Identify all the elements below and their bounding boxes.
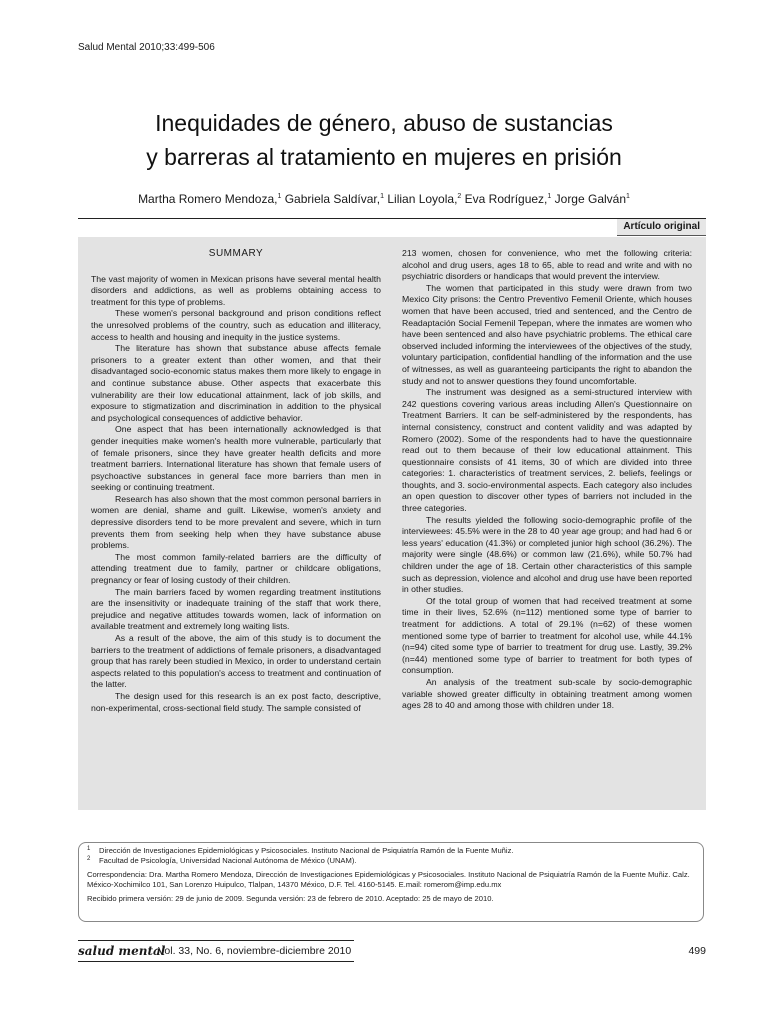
summary-box bbox=[78, 237, 706, 810]
affiliation-text: Facultad de Psicología, Universidad Nacional Autónoma de México (UNAM). bbox=[99, 856, 357, 865]
affiliation-mark: 1 bbox=[547, 193, 552, 200]
author: Gabriela Saldívar,$^1$ bbox=[284, 192, 385, 206]
summary-column-right bbox=[402, 248, 692, 712]
summary-paragraph: The design used for this research is an ex post facto, descriptive, non-experimental, cross-sectional field study. The sample consisted of bbox=[91, 690, 381, 713]
summary-paragraph: The results yielded the following socio-demographic profile of the interviewees: 45.5% were in the 28 to 40 year age group; and had had 6 or less years' education (41.3%) or completed junior high school (36.2%). The majority were single (48.6%) or common law (21.6%), while 50.7% had children under the age of 18. Certain other characteristics of this sample such as depression, violence and alcohol and drug use have been reported in other studies. bbox=[402, 514, 692, 595]
received-dates: Recibido primera versión: 29 de junio de 2009. Segunda versión: 23 de febrero de 2010. Aceptado: 25 de mayo de 2010. bbox=[87, 894, 494, 903]
footnote-box bbox=[78, 842, 704, 922]
author: Martha Romero Mendoza,$^1$ bbox=[138, 192, 282, 206]
summary-paragraph: One aspect that has been internationally acknowledged is that gender inequities make women's health more vulnerable, particularly that of female prisoners, since they have greater health deficits and more treatment barriers. International literature has shown that female users of psychoactive substances in general face more barriers than men in seeking or continuing treatment. bbox=[91, 424, 381, 493]
title-line-2: y barreras al tratamiento en mujeres en prisión bbox=[146, 144, 622, 170]
summary-paragraph: Research has also shown that the most common personal barriers in women are denial, shame and guilt. Likewise, women's anxiety and depressive disorders tend to be more prevalent and severe, which in turn prevents them from seeking help when they have substance abuse problems. bbox=[91, 493, 381, 551]
page-number: 499 bbox=[688, 945, 706, 957]
summary-paragraph: Of the total group of women that had received treatment at some time in their lives, 52.6% (n=112) mentioned some type of barrier to treatment for addictions. A total of 29.1% (n=62) of these women mentioned some type of barrier to treatment for alcohol use, while 44.1% (n=94) cited some type of barrier to treatment for drug use. Lastly, 39.2% (n=44) mentioned some type of barrier to treatment for both types of consumption. bbox=[402, 595, 692, 676]
affiliation-note bbox=[79, 856, 703, 866]
affiliation-mark: 1 bbox=[626, 193, 630, 200]
author-list bbox=[60, 192, 708, 206]
article-type-badge: Artículo original bbox=[617, 219, 706, 236]
summary-heading: SUMMARY bbox=[208, 248, 264, 259]
summary-column-left bbox=[91, 248, 381, 714]
journal-logo: salud mental bbox=[78, 944, 166, 958]
affiliation-mark: 2 bbox=[457, 193, 462, 200]
author: Eva Rodríguez,$^1$ bbox=[464, 192, 552, 206]
summary-paragraph: The women that participated in this study were drawn from two Mexico City prisons: the Centro Preventivo Femenil Oriente, which houses women that have been accused, tried and sentenced, and the Centro de Readaptación Social Femenil Tepepan, where the inmates are women who have been sentenced and also have psychiatric problems. The ethical care observed included informing the interviewees of the objectives of the study, voluntary participation, confidential handling of the information and the use of witnesses, as well as guaranteeing participants the right to abandon the study and not to answer questions they found uncomfortable. bbox=[402, 282, 692, 386]
header-rule bbox=[78, 218, 706, 219]
affiliation-mark: 1 bbox=[87, 846, 91, 852]
volume-info: Vol. 33, No. 6, noviembre-diciembre 2010 bbox=[158, 945, 352, 957]
author: Lilian Loyola,$^2$ bbox=[387, 192, 462, 206]
summary-paragraph: These women's personal background and prison conditions reflect the unresolved problems of the country, such as education and illiteracy, access to health and housing and inequity in the justice systems. bbox=[91, 308, 381, 342]
summary-paragraph: The instrument was designed as a semi-structured interview with 242 questions covering various areas including Allen's Questionnaire on Treatment Barriers. It can be self-administered by the respondents, has internal consistency, construct and content validity and was adapted by Romero (2002). Some of the respondents had to have the questionnaire read out to them because of their low educational attainment. This questionnaire consists of 41 items, 30 of which are divided into three categories: 1. characteristics of treatment services, 2. beliefs, feelings or thoughts, and 3. socio-environmental aspects. Each category also includes an open question to discover other types of barriers not included in the three categories. bbox=[402, 387, 692, 514]
summary-paragraph: The vast majority of women in Mexican prisons have several mental health disorders and addictions, as well as problems obtaining access to treatment for this type of problems. bbox=[91, 273, 381, 307]
affiliation-note bbox=[79, 846, 703, 856]
footer-rule bbox=[78, 961, 354, 962]
affiliation-mark: 1 bbox=[277, 193, 282, 200]
summary-paragraph: The literature has shown that substance abuse affects female prisoners to a greater extent than other women, and that their disadvantaged socio-economic status makes them more likely to engage in and continue substance abuse. Other aspects that exacerbate this vulnerability are their low educational attainment, lack of job skills, and exposure to stigmatization and discrimination in addition to the physical and psychological consequences of addictive behavior. bbox=[91, 343, 381, 423]
summary-paragraph: The most common family-related barriers are the difficulty of attending treatment due to family, partner or childcare obligations, pregnancy or fear of losing custody of their children. bbox=[91, 551, 381, 586]
author: Jorge Galván$^1$ bbox=[554, 192, 630, 206]
affiliation-mark: 2 bbox=[87, 856, 91, 862]
running-head: Salud Mental 2010;33:499-506 bbox=[78, 42, 215, 53]
affiliation-mark: 1 bbox=[380, 193, 385, 200]
footer-rule bbox=[78, 940, 354, 941]
correspondence-note: Correspondencia: Dra. Martha Romero Mendoza, Dirección de Investigaciones Epidemiológicas y Psicosociales. Instituto Nacional de Psiquiatría Ramón de la Fuente Muñiz. Calz. México-Xochimilco 101, San Lorenzo Huipulco, Tlalpan, 14370 México, D.F. Tel. 4160-5145. E.mail: romerom@imp.edu.mx bbox=[87, 870, 690, 889]
summary-paragraph: 213 women, chosen for convenience, who met the following criteria: alcohol and drug users, ages 18 to 65, able to read and write and with no psychiatric disorders or handicaps that would prevent the interview. bbox=[402, 248, 692, 282]
title-line-1: Inequidades de género, abuso de sustancias bbox=[155, 110, 613, 136]
summary-paragraph: An analysis of the treatment sub-scale by socio-demographic variable showed greater difficulty in obtaining treatment among women ages 28 to 40 and among those with children under 18. bbox=[402, 676, 692, 711]
summary-paragraph: The main barriers faced by women regarding treatment institutions are the insensitivity or inadequate training of the staff that work there, prejudice and negative attitudes towards women, lack of information on available treatment and extremely long waiting lists. bbox=[91, 586, 381, 632]
article-title bbox=[60, 106, 708, 174]
affiliation-text: Dirección de Investigaciones Epidemiológicas y Psicosociales. Instituto Nacional de Psiquiatría Ramón de la Fuente Muñiz. bbox=[99, 846, 514, 855]
summary-paragraph: As a result of the above, the aim of this study is to document the barriers to the treatment of addictions of female prisoners, a disadvantaged group that has rarely been studied in Mexico, in order to understand certain aspects related to this population's access to treatment and continuation of the latter. bbox=[91, 633, 381, 690]
